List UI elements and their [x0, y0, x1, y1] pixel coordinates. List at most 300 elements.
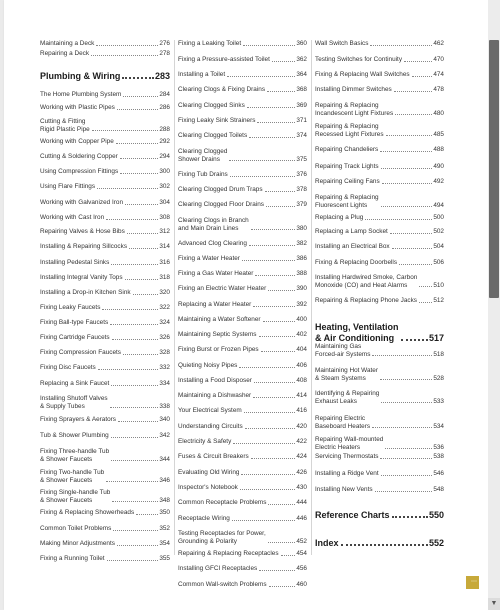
entry-title: Fixing a Gas Water Heater: [178, 270, 254, 277]
page-number: 334: [159, 380, 170, 387]
entry-title: Fixing Disc Faucets: [40, 364, 96, 371]
page-number: 528: [433, 374, 444, 382]
toc-entry: [178, 56, 307, 64]
page-number: 322: [159, 304, 170, 311]
toc-entry: [315, 86, 444, 94]
page-number: 474: [433, 71, 444, 78]
page-number: 456: [296, 565, 307, 572]
dot-leader: [381, 205, 433, 207]
dot-leader: [91, 54, 158, 56]
page-number: 386: [296, 255, 307, 262]
entry-title: Quieting Noisy Pipes: [178, 362, 238, 369]
entry-title: Fixing & Replacing Doorbells: [315, 259, 398, 266]
page-number: 374: [296, 132, 307, 139]
toc-entry: [178, 346, 307, 354]
page-number: 371: [296, 117, 307, 124]
page-number: 300: [159, 168, 170, 175]
toc-entry: [178, 270, 307, 278]
entry-title: Common Wall-switch Problems: [178, 581, 267, 588]
dot-leader: [385, 447, 432, 449]
toc-entry: [178, 71, 307, 79]
page-number: 346: [159, 476, 170, 484]
page-number: 369: [296, 102, 307, 109]
entry-title: Clearing Clogged: [178, 148, 228, 155]
toc-entry: [315, 486, 444, 494]
toc-entry: [315, 40, 444, 48]
dot-leader: [257, 121, 295, 123]
column-divider: [311, 40, 312, 555]
entry-title: Your Electrical System: [178, 407, 242, 414]
page-number: 342: [159, 432, 170, 439]
dot-leader: [111, 436, 159, 438]
page-number: 536: [433, 443, 444, 451]
entry-title-line-2: & Supply Tubes: [40, 402, 85, 410]
entry-title: Replacing a Water Heater: [178, 301, 252, 308]
entry-title: Repairing Chandeliers: [315, 146, 379, 153]
entry-title-line-2: & Steam Systems: [315, 374, 366, 382]
entry-title: Replacing a Sink Faucet: [40, 380, 110, 387]
entry-title: Working with Galvanized Iron: [40, 199, 123, 206]
page-number: 404: [296, 346, 307, 353]
entry-title: Inspector's Notebook: [178, 484, 238, 491]
entry-title: Maintaining a Dishwasher: [178, 392, 252, 399]
toc-entry: [178, 423, 307, 431]
page-number: 340: [159, 416, 170, 423]
entry-title: Maintaining Hot Water: [315, 367, 378, 374]
entry-title: Clearing Clogged Drum Traps: [178, 186, 263, 193]
toc-entry: [178, 392, 307, 400]
entry-title: Common Toilet Problems: [40, 525, 112, 532]
dot-leader: [272, 60, 295, 62]
page-number: 500: [433, 214, 444, 221]
page-number: 454: [296, 550, 307, 557]
entry-title-line-2: Forced-air Systems: [315, 350, 371, 358]
dot-leader: [401, 338, 428, 341]
toc-entry: [40, 555, 170, 563]
dot-leader: [267, 90, 295, 92]
dot-leader: [386, 134, 433, 136]
dot-leader: [255, 274, 295, 276]
toc-entry: [40, 259, 170, 267]
entry-title: Fixing Leaky Faucets: [40, 304, 101, 311]
entry-title: Clearing Clogs & Fixing Drains: [178, 86, 266, 93]
entry-title: Repairing a Deck: [40, 50, 90, 57]
dot-leader: [381, 167, 433, 169]
entry-title-line-2: Electric Heaters: [315, 443, 361, 451]
toc-entry: [40, 289, 170, 297]
page-number: 485: [433, 130, 444, 138]
entry-title: Fixing Compression Faucets: [40, 349, 121, 356]
toc-entry: [178, 530, 307, 545]
page-number: 379: [296, 201, 307, 208]
dot-leader: [112, 338, 159, 340]
toc-entry: [315, 56, 444, 64]
entry-title: Testing Receptacles for Power,: [178, 530, 266, 537]
entry-title: Installing an Electrical Box: [315, 243, 390, 250]
toc-entry: [178, 515, 307, 523]
page-number: 488: [433, 146, 444, 153]
entry-title-line-2: Incandescent Light Fixtures: [315, 109, 394, 117]
toc-entry: [178, 102, 307, 110]
entry-title: Fixing a Water Heater: [178, 255, 240, 262]
entry-title: Working with Copper Pipe: [40, 138, 114, 145]
page-number: 360: [296, 40, 307, 47]
page-number: 348: [159, 496, 170, 504]
toc-entry: [178, 550, 307, 558]
toc-entry: [178, 377, 307, 385]
dot-leader: [110, 406, 159, 408]
dot-leader: [380, 457, 432, 459]
toc-entry: [178, 453, 307, 461]
page-number: 552: [428, 538, 444, 548]
dot-leader: [125, 203, 158, 205]
toc-entry: [40, 380, 170, 388]
entry-title: Fixing an Electric Water Heater: [178, 285, 267, 292]
page-number: 420: [296, 423, 307, 430]
dot-leader: [392, 247, 433, 249]
dot-leader: [112, 500, 158, 502]
entry-title: Testing Switches for Continuity: [315, 56, 403, 63]
toc-entry: [40, 199, 170, 207]
toc-entry: [40, 304, 170, 312]
entry-title-line-2: Recessed Light Fixtures: [315, 130, 384, 138]
entry-title-line-2: Exhaust Leaks: [315, 397, 357, 405]
toc-entry: [178, 186, 307, 194]
entry-title: Cutting & Fitting: [40, 118, 86, 125]
page-number: 444: [296, 499, 307, 506]
dot-leader: [123, 95, 158, 97]
page-number: 288: [159, 125, 170, 133]
entry-title: Identifying & Repairing: [315, 390, 380, 397]
dot-leader: [419, 301, 432, 303]
dot-leader: [281, 554, 296, 556]
entry-title: Installing a Food Disposer: [178, 377, 252, 384]
toc-entry: [40, 469, 170, 484]
toc-entry: [178, 117, 307, 125]
toc-entry: [40, 334, 170, 342]
dot-leader: [111, 459, 158, 461]
dot-leader: [392, 515, 428, 518]
entry-title-line-2: Monoxide (CO) and Heat Alarms: [315, 281, 408, 289]
entry-title: Fixing Cartridge Faucets: [40, 334, 110, 341]
entry-title: Fixing Burst or Frozen Pipes: [178, 346, 259, 353]
page-number: 550: [428, 510, 444, 520]
entry-title: Tub & Shower Plumbing: [40, 432, 109, 439]
entry-title: Installing a Drop-in Kitchen Sink: [40, 289, 131, 296]
entry-title: Installing New Vents: [315, 486, 373, 493]
page-number: 283: [154, 71, 170, 81]
page-number: 430: [296, 484, 307, 491]
dot-leader: [232, 519, 295, 521]
dot-leader: [263, 320, 296, 322]
toc-entry: [40, 364, 170, 372]
dot-leader: [268, 503, 295, 505]
dot-leader: [253, 305, 295, 307]
dot-leader: [241, 473, 295, 475]
toc-entry: [178, 331, 307, 339]
toc-entry: [178, 40, 307, 48]
dot-leader: [372, 354, 432, 356]
entry-title: Repairing Wall-mounted: [315, 436, 384, 443]
dot-leader: [380, 150, 432, 152]
toc-entry: [315, 390, 444, 405]
toc-entry: [178, 316, 307, 324]
toc-entry: [40, 540, 170, 548]
page-number: 506: [433, 259, 444, 266]
dot-leader: [382, 182, 433, 184]
entry-title: Repairing & Replacing: [315, 102, 379, 109]
entry-title: Replacing a Plug: [315, 214, 364, 221]
dot-leader: [227, 75, 295, 77]
dot-leader: [129, 247, 158, 249]
entry-title: Installing a Ridge Vent: [315, 470, 379, 477]
toc-entry: [178, 362, 307, 370]
toc-section-heading: [315, 510, 444, 521]
entry-title: Using Compression Fittings: [40, 168, 119, 175]
dot-leader: [341, 543, 428, 546]
entry-title: Installing Dimmer Switches: [315, 86, 392, 93]
toc-entry: [315, 146, 444, 154]
entry-title: Installing Shutoff Valves: [40, 395, 108, 402]
page-number: 354: [159, 540, 170, 547]
entry-title-line-2: & Air Conditioning: [315, 333, 395, 343]
toc-entry: [40, 525, 170, 533]
entry-title: Maintaining Septic Systems: [178, 331, 257, 338]
toc-entry: [178, 581, 307, 589]
page-number: 452: [296, 537, 307, 545]
dot-leader: [92, 129, 159, 131]
toc-entry: [40, 509, 170, 517]
dot-leader: [125, 278, 159, 280]
dot-leader: [107, 559, 159, 561]
entry-title: Fixing a Leaking Toilet: [178, 40, 242, 47]
toc-entry: [315, 178, 444, 186]
page-number: 292: [159, 138, 170, 145]
page-number: 368: [296, 86, 307, 93]
page-number: 422: [296, 438, 307, 445]
dot-leader: [111, 384, 158, 386]
toc-entry: [40, 489, 170, 504]
toc-entry: [315, 436, 444, 451]
toc-entry: [178, 240, 307, 248]
page-number: 408: [296, 377, 307, 384]
toc-entry: [40, 40, 170, 48]
dot-leader: [259, 569, 295, 571]
dot-leader: [394, 90, 433, 92]
toc-entry: [315, 367, 444, 382]
entry-title: Repairing & Replacing Receptacles: [178, 550, 279, 557]
entry-title: Installing Hardwired Smoke, Carbon: [315, 274, 418, 281]
page-number: 294: [159, 153, 170, 160]
entry-title: Maintaining a Water Softener: [178, 316, 261, 323]
entry-title: Common Receptacle Problems: [178, 499, 267, 506]
page-number: 278: [159, 50, 170, 57]
page-number: 375: [296, 155, 307, 163]
toc-entry: [315, 243, 444, 251]
entry-title: Fixing Sprayers & Aerators: [40, 416, 117, 423]
page-number: 316: [159, 259, 170, 266]
entry-title: Fixing & Replacing Wall Switches: [315, 71, 410, 78]
entry-title: Maintaining a Deck: [40, 40, 95, 47]
dot-leader: [381, 401, 432, 403]
dot-leader: [118, 420, 158, 422]
entry-title: Understanding Circuits: [178, 423, 243, 430]
dot-leader: [254, 381, 295, 383]
dot-leader: [117, 108, 159, 110]
dot-leader: [117, 544, 158, 546]
toc-entry: [40, 319, 170, 327]
entry-title: Receptacle Wiring: [178, 515, 230, 522]
toc-entry: [40, 448, 170, 463]
page-number: 388: [296, 270, 307, 277]
page-number: 392: [296, 301, 307, 308]
entry-title: Repairing & Replacing Phone Jacks: [315, 297, 417, 304]
entry-title: Fixing Single-handle Tub: [40, 489, 111, 496]
toc-entry: [178, 148, 307, 163]
dot-leader: [136, 513, 158, 515]
dot-leader: [239, 366, 295, 368]
entry-title: Repairing & Replacing: [315, 194, 379, 201]
dot-leader: [249, 136, 295, 138]
entry-title: Reference Charts: [315, 510, 390, 520]
page-number: 352: [159, 525, 170, 532]
page-number: 470: [433, 56, 444, 63]
dot-leader: [249, 244, 295, 246]
toc-entry: [178, 132, 307, 140]
entry-title: Fixing a Pressure-assisted Toilet: [178, 56, 270, 63]
page-number: 494: [433, 201, 444, 209]
page-number: 426: [296, 469, 307, 476]
toc-entry: [315, 123, 444, 138]
toc-entry: [40, 153, 170, 161]
entry-title: Installing a Toilet: [178, 71, 226, 78]
page-number: 314: [159, 243, 170, 250]
page-number: 414: [296, 392, 307, 399]
toc-entry: [40, 349, 170, 357]
entry-title: Working with Cast Iron: [40, 214, 105, 221]
dot-leader: [106, 480, 158, 482]
toc-entry: [178, 469, 307, 477]
dot-leader: [97, 187, 158, 189]
page-number: 518: [433, 350, 444, 358]
toc-entry: [178, 565, 307, 573]
toc-entry: [178, 499, 307, 507]
entry-title: Heating, Ventilation: [315, 322, 399, 332]
dot-leader: [123, 353, 158, 355]
entry-title: Repairing Track Lights: [315, 163, 379, 170]
toc-entry: [178, 217, 307, 232]
entry-title: Installing Integral Vanity Tops: [40, 274, 123, 281]
entry-title-line-2: Rigid Plastic Pipe: [40, 125, 90, 133]
dot-leader: [372, 426, 432, 428]
page-number: 312: [159, 228, 170, 235]
toc-entry: [40, 416, 170, 424]
page-number: 302: [159, 183, 170, 190]
page-number: 512: [433, 297, 444, 304]
dot-leader: [412, 75, 433, 77]
entry-title: Working with Plastic Pipes: [40, 104, 115, 111]
dot-leader: [266, 205, 295, 207]
document-page: [4, 0, 488, 610]
page-number: 406: [296, 362, 307, 369]
page-number: 460: [296, 581, 307, 588]
column-divider: [174, 40, 175, 555]
dot-leader: [133, 293, 159, 295]
entry-title: Clearing Clogs in Branch: [178, 217, 249, 224]
dot-leader: [106, 218, 158, 220]
toc-entry: [315, 297, 444, 305]
dot-leader: [399, 263, 432, 265]
entry-title: Clearing Clogged Floor Drains: [178, 201, 264, 208]
page-number: 504: [433, 243, 444, 250]
page-number: 364: [296, 71, 307, 78]
toc-entry: [40, 243, 170, 251]
dot-leader: [242, 259, 295, 261]
entry-title: Repairing Electric: [315, 415, 366, 422]
entry-title: Fuses & Circuit Breakers: [178, 453, 249, 460]
page-number: 332: [159, 364, 170, 371]
toc-entry: [315, 343, 444, 358]
dot-leader: [265, 190, 296, 192]
entry-title: Plumbing & Wiring: [40, 71, 121, 81]
entry-title: Repairing Valves & Hose Bibs: [40, 228, 125, 235]
entry-title: Clearing Clogged Toilets: [178, 132, 248, 139]
dot-leader: [110, 323, 158, 325]
entry-title: Repairing & Replacing: [315, 123, 379, 130]
entry-title: Using Flare Fittings: [40, 183, 96, 190]
dot-leader: [244, 411, 296, 413]
entry-title-line-2: Grounding & Polarity: [178, 537, 237, 545]
toc-entry: [178, 438, 307, 446]
page-number: 517: [428, 333, 444, 343]
dot-leader: [395, 113, 432, 115]
dot-leader: [120, 172, 158, 174]
toc-entry: [178, 255, 307, 263]
page-number: 510: [433, 281, 444, 289]
page-number: 328: [159, 349, 170, 356]
page-number: 376: [296, 171, 307, 178]
dots-icon: ⋯: [471, 579, 477, 585]
page-number: 382: [296, 240, 307, 247]
dot-leader: [111, 263, 158, 265]
entry-title: Replacing a Lamp Socket: [315, 228, 388, 235]
toc-entry: [40, 228, 170, 236]
entry-title: Electricity & Safety: [178, 438, 232, 445]
entry-title: Fixing Tub Drains: [178, 171, 228, 178]
toc-entry: [178, 285, 307, 293]
page-number: 548: [433, 486, 444, 493]
entry-title: Fixing Ball-type Faucets: [40, 319, 109, 326]
page-number: 320: [159, 289, 170, 296]
page-number: 326: [159, 334, 170, 341]
dot-leader: [102, 308, 158, 310]
entry-title: Fixing Two-handle Tub: [40, 469, 105, 476]
entry-title: Servicing Thermostats: [315, 453, 379, 460]
scrollbar-thumb[interactable]: [489, 40, 499, 298]
page-number: 350: [159, 509, 170, 516]
toc-entry: [178, 301, 307, 309]
toc-entry: [315, 102, 444, 117]
toc-entry: [315, 194, 444, 209]
page-number: 380: [296, 224, 307, 232]
page-number: 533: [433, 397, 444, 405]
entry-title: Evaluating Old Wiring: [178, 469, 240, 476]
dot-leader: [251, 457, 296, 459]
entry-title: Fixing a Running Toilet: [40, 555, 105, 562]
page-number: 355: [159, 555, 170, 562]
dot-leader: [247, 106, 296, 108]
scroll-down-arrow-icon[interactable]: ▼: [488, 598, 500, 610]
